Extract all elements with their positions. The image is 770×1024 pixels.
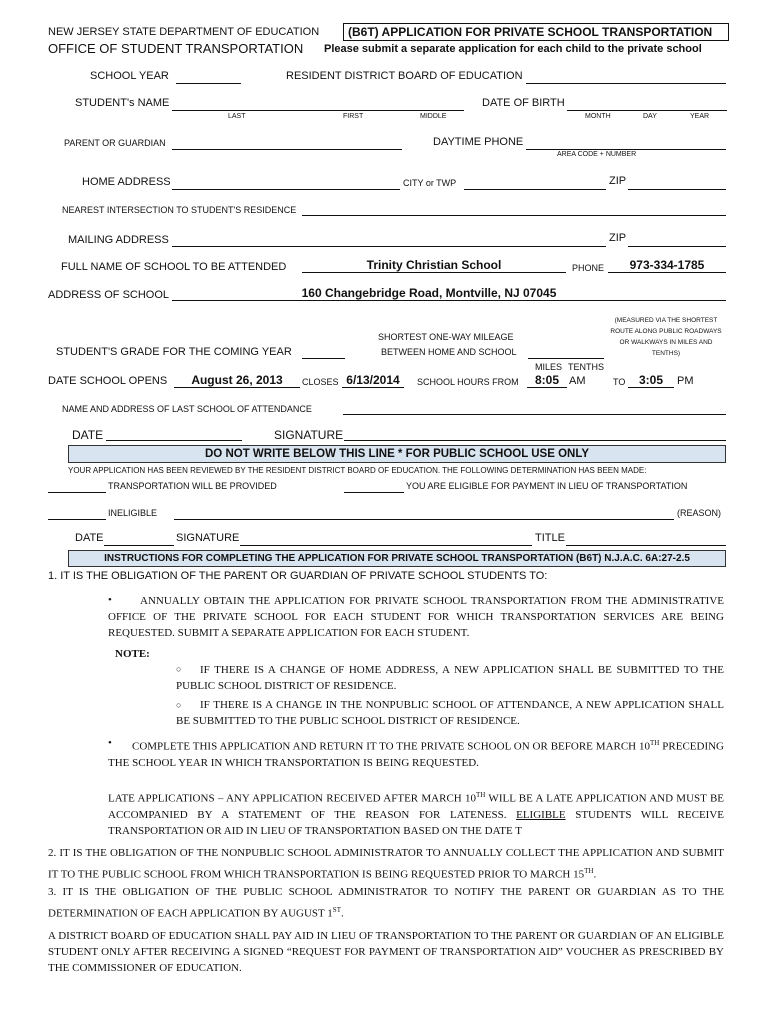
measured-note: (MEASURED VIA THE SHORTEST ROUTE ALONG PUBLIC ROADWAYS OR WALKWAYS IN MILES AND TENTHS) [610, 317, 722, 357]
note-2-text: IF THERE IS A CHANGE IN THE NONPUBLIC SCHOOL OF ATTENDANCE, A NEW APPLICATION SHALL BE SUBMITTED TO THE PUBLIC SCHOOL DISTRICT OF RESIDENCE. [176, 699, 724, 727]
dob-field[interactable] [567, 96, 727, 111]
last-school-label: NAME AND ADDRESS OF LAST SCHOOL OF ATTENDANCE [62, 404, 312, 414]
city-field[interactable] [464, 175, 606, 190]
eligible-aid-label: YOU ARE ELIGIBLE FOR PAYMENT IN LIEU OF TRANSPORTATION [406, 481, 688, 491]
school-address-value: 160 Changebridge Road, Montville, NJ 07045 [301, 286, 557, 300]
zip-label: ZIP [609, 175, 627, 187]
instruction-item-1: 1. IT IS THE OBLIGATION OF THE PARENT OR GUARDIAN OF PRIVATE SCHOOL STUDENTS TO: [48, 570, 548, 582]
school-phone-value: 973-334-1785 [629, 258, 705, 272]
hours-from-value: 8:05 [534, 373, 560, 387]
month-caption: MONTH [585, 113, 611, 120]
school-year-label: SCHOOL YEAR [90, 70, 169, 82]
first-caption: FIRST [343, 113, 364, 120]
tenths-caption: TENTHS [568, 362, 604, 372]
bullet-2-text: COMPLETE THIS APPLICATION AND RETURN IT TO THE PRIVATE SCHOOL ON OR BEFORE MARCH 10TH PRECEDING THE SCHOOL YEAR IN WHICH TRANSPORTATION IS BEING REQUESTED. [108, 739, 725, 769]
note-1-text: IF THERE IS A CHANGE OF HOME ADDRESS, A NEW APPLICATION SHALL BE SUBMITTED TO THE PUBLIC SCHOOL DISTRICT OF RESIDENCE. [176, 664, 724, 692]
phone-label: PHONE [572, 263, 605, 273]
home-address-field[interactable] [172, 175, 400, 190]
am-label: AM [569, 375, 586, 387]
circle-bullet-icon: ○ [176, 700, 182, 710]
reviewed-text: YOUR APPLICATION HAS BEEN REVIEWED BY THE RESIDENT DISTRICT BOARD OF EDUCATION. THE FOLLOWING DETERMINATION HAS BEEN MADE: [68, 466, 647, 475]
bullet-icon: • [108, 594, 112, 606]
form-title: (B6T) APPLICATION FOR PRIVATE SCHOOL TRANSPORTATION [343, 23, 729, 41]
parent-label: PARENT OR GUARDIAN [64, 138, 166, 148]
official-date-field[interactable] [104, 531, 174, 546]
hours-to-value: 3:05 [638, 373, 664, 387]
miles-caption: MILES [535, 362, 563, 372]
date-label: DATE [72, 428, 104, 442]
form-subtitle: Please submit a separate application for each child to the private school [324, 43, 702, 55]
grade-field[interactable] [302, 344, 345, 359]
school-year-field[interactable] [176, 69, 241, 84]
school-address-label: ADDRESS OF SCHOOL [48, 289, 170, 301]
date-field[interactable] [106, 426, 242, 441]
area-code-caption: AREA CODE + NUMBER [557, 151, 637, 158]
official-title-field[interactable] [566, 531, 726, 546]
note-label: NOTE: [115, 648, 150, 660]
home-address-label: HOME ADDRESS [82, 176, 171, 188]
signature-label: SIGNATURE [274, 428, 344, 442]
school-name-value: Trinity Christian School [366, 258, 502, 272]
circle-bullet-icon: ○ [176, 664, 182, 674]
opens-label: DATE SCHOOL OPENS [48, 375, 168, 387]
opens-value: August 26, 2013 [191, 373, 283, 387]
eligible-aid-field[interactable] [344, 478, 404, 493]
mileage-field[interactable] [528, 344, 604, 359]
reason-label: (REASON) [677, 508, 722, 518]
pm-label: PM [677, 375, 694, 387]
mileage-label-2: BETWEEN HOME AND SCHOOL [381, 347, 517, 357]
instruction-item-2: 2. IT IS THE OBLIGATION OF THE NONPUBLIC SCHOOL ADMINISTRATOR TO ANNUALLY COLLECT THE APPLICATION AND SUBMIT IT TO THE PUBLIC SCHOOL FROM WHICH TRANSPORTATION IS BEING REQUESTED PRIOR TO MARCH 15TH. [48, 847, 724, 881]
resident-district-field[interactable] [526, 69, 726, 84]
zip-field[interactable] [628, 175, 726, 190]
last-caption: LAST [228, 113, 246, 120]
closes-label: CLOSES [302, 377, 339, 387]
year-caption: YEAR [690, 113, 710, 120]
grade-label: STUDENT'S GRADE FOR THE COMING YEAR [56, 346, 292, 358]
ineligible-field[interactable] [48, 505, 106, 520]
daytime-phone-field[interactable] [526, 135, 726, 150]
ineligible-label: INELIGIBLE [108, 508, 158, 518]
official-signature-label: SIGNATURE [176, 532, 240, 544]
dob-label: DATE OF BIRTH [482, 97, 565, 109]
provided-field[interactable] [48, 478, 106, 493]
school-name-label: FULL NAME OF SCHOOL TO BE ATTENDED [61, 261, 287, 273]
official-signature-field[interactable] [240, 531, 532, 546]
students-name-label: STUDENT's NAME [75, 97, 170, 109]
provided-label: TRANSPORTATION WILL BE PROVIDED [108, 481, 277, 491]
public-use-band: DO NOT WRITE BELOW THIS LINE * FOR PUBLIC SCHOOL USE ONLY [68, 445, 726, 463]
official-date-label: DATE [75, 532, 104, 544]
parent-field[interactable] [172, 135, 402, 150]
bullet-icon: • [108, 737, 112, 749]
instruction-item-3: 3. IT IS THE OBLIGATION OF THE PUBLIC SCHOOL ADMINISTRATOR TO NOTIFY THE PARENT OR GUARDIAN AS TO THE DETERMINATION OF EACH APPLICATION BY AUGUST 1ST. [48, 886, 724, 920]
official-title-label: TITLE [535, 532, 565, 544]
dept-name: NEW JERSEY STATE DEPARTMENT OF EDUCATION [48, 26, 320, 38]
reason-field[interactable] [174, 505, 674, 520]
zip2-label: ZIP [609, 232, 627, 244]
mailing-address-field[interactable] [172, 232, 606, 247]
hours-label: SCHOOL HOURS FROM [417, 377, 519, 387]
intersection-label: NEAREST INTERSECTION TO STUDENT'S RESIDENCE [62, 205, 297, 215]
city-label: CITY or TWP [403, 178, 457, 188]
middle-caption: MIDDLE [420, 113, 447, 120]
students-name-field[interactable] [172, 96, 464, 111]
late-applications-text: LATE APPLICATIONS – ANY APPLICATION RECEIVED AFTER MARCH 10TH WILL BE A LATE APPLICATION AND MUST BE ACCOMPANIED BY A STATEMENT OF THE REASON FOR LATENESS. ELIGIBLE STUDENTS WILL RECEIVE TRANSPORTATION OR AID IN LIEU OF TRANSPORTATION BASED ON THE DATE T [108, 791, 724, 837]
to-label: TO [613, 377, 626, 387]
signature-field[interactable] [344, 426, 726, 441]
closes-value: 6/13/2014 [346, 373, 400, 387]
day-caption: DAY [643, 113, 657, 120]
mileage-label-1: SHORTEST ONE-WAY MILEAGE [378, 332, 514, 342]
office-name: OFFICE OF STUDENT TRANSPORTATION [48, 41, 304, 56]
daytime-phone-label: DAYTIME PHONE [433, 136, 524, 148]
bullet-1-text: ANNUALLY OBTAIN THE APPLICATION FOR PRIVATE SCHOOL TRANSPORTATION FROM THE ADMINISTRATIVE OFFICE OF THE PRIVATE SCHOOL FOR EACH STUDENT FOR WHICH TRANSPORTATION SERVICES ARE BEING REQUESTED. SUBMIT A SEPARATE APPLICATION FOR EACH STUDENT. [108, 595, 724, 639]
intersection-field[interactable] [302, 201, 726, 216]
resident-district-label: RESIDENT DISTRICT BOARD OF EDUCATION [286, 70, 523, 82]
mailing-address-label: MAILING ADDRESS [68, 234, 169, 246]
last-school-field[interactable] [343, 400, 726, 415]
final-paragraph: A DISTRICT BOARD OF EDUCATION SHALL PAY AID IN LIEU OF TRANSPORTATION TO THE PARENT OR GUARDIAN OF AN ELIGIBLE STUDENT ONLY AFTER RECEIVING A SIGNED “REQUEST FOR PAYMENT OF TRANSPORTATION AID” VOUCHER AS PRESCRIBED BY THE COMMISSIONER OF EDUCATION. [48, 930, 724, 974]
instructions-band: INSTRUCTIONS FOR COMPLETING THE APPLICATION FOR PRIVATE SCHOOL TRANSPORTATION (B6T) N.J.A.C. 6A:27-2.5 [68, 550, 726, 567]
zip2-field[interactable] [628, 232, 726, 247]
